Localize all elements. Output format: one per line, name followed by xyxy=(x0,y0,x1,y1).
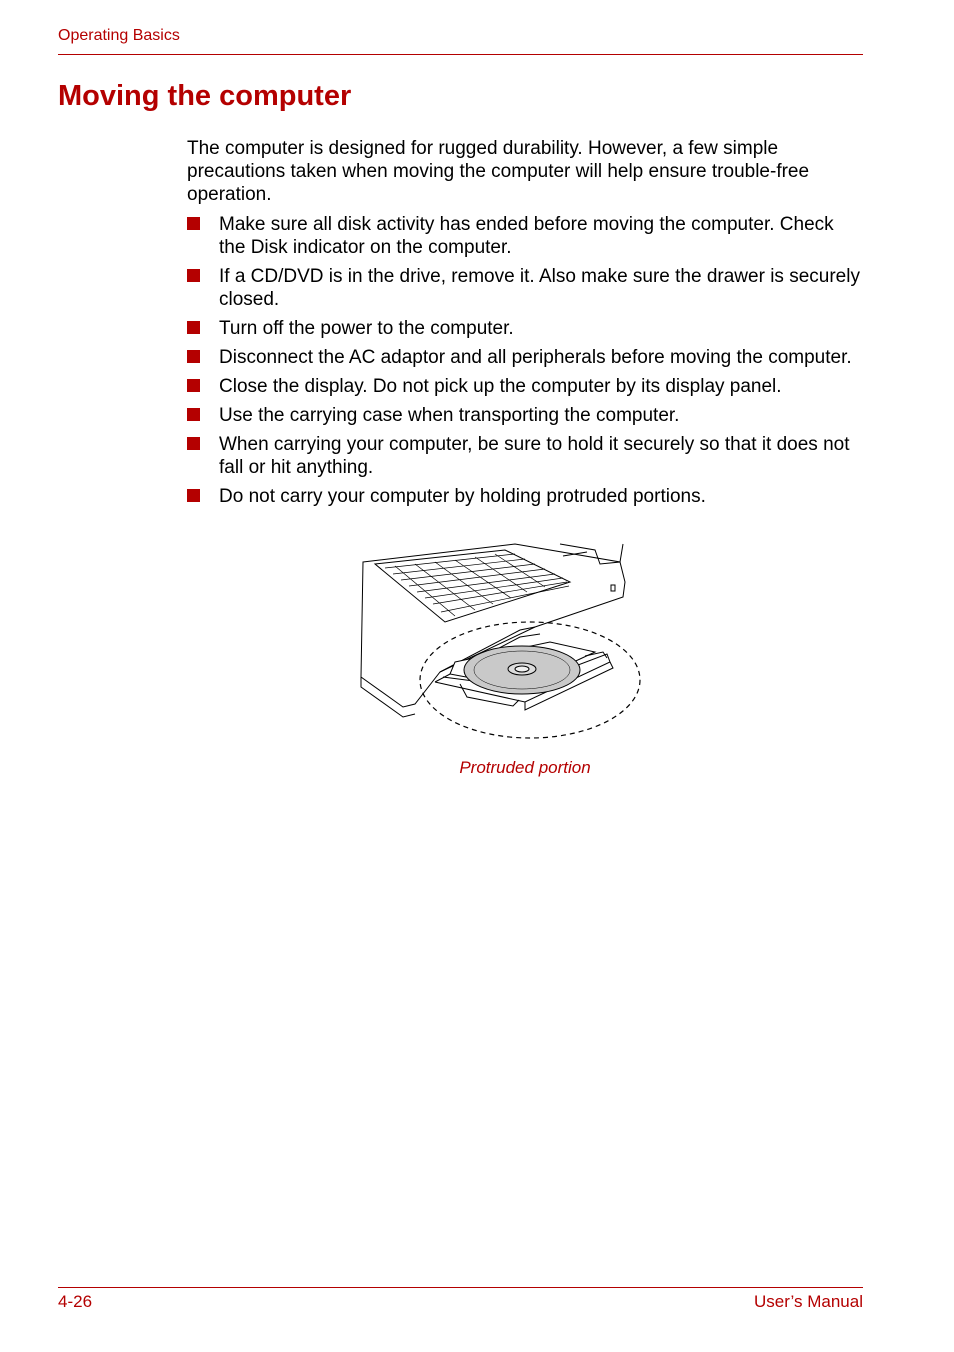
bullet-square-icon xyxy=(187,217,200,230)
list-item: If a CD/DVD is in the drive, remove it. Also make sure the drawer is securely closed. xyxy=(187,265,863,311)
figure-caption: Protruded portion xyxy=(459,758,591,777)
list-item: Use the carrying case when transporting the computer. xyxy=(187,404,863,427)
footer-rule xyxy=(58,1287,863,1288)
bullet-square-icon xyxy=(187,379,200,392)
bullet-square-icon xyxy=(187,269,200,282)
running-header: Operating Basics xyxy=(58,27,180,44)
list-item: When carrying your computer, be sure to hold it securely so that it does not fall or hit anything. xyxy=(187,433,863,479)
bullet-square-icon xyxy=(187,489,200,502)
list-item: Close the display. Do not pick up the computer by its display panel. xyxy=(187,375,863,398)
bullet-square-icon xyxy=(187,437,200,450)
precautions-list xyxy=(187,213,863,508)
page-title: Moving the computer xyxy=(58,80,352,112)
list-item: Do not carry your computer by holding protruded portions. xyxy=(187,485,863,508)
list-item: Turn off the power to the computer. xyxy=(187,317,863,340)
page-number: 4-26 xyxy=(58,1292,93,1311)
list-item: Make sure all disk activity has ended before moving the computer. Check the Disk indicator on the computer. xyxy=(187,213,863,259)
body-content xyxy=(187,137,863,514)
bullet-square-icon xyxy=(187,321,200,334)
laptop-with-open-disc-drawer-illustration xyxy=(355,542,645,747)
intro-paragraph: The computer is designed for rugged durability. However, a few simple precautions taken when moving the computer will help ensure trouble-free operation. xyxy=(187,138,810,205)
bullet-square-icon xyxy=(187,408,200,421)
header-rule xyxy=(58,54,863,55)
bullet-square-icon xyxy=(187,350,200,363)
manual-title: User’s Manual xyxy=(754,1292,863,1311)
list-item: Disconnect the AC adaptor and all peripherals before moving the computer. xyxy=(187,346,863,369)
